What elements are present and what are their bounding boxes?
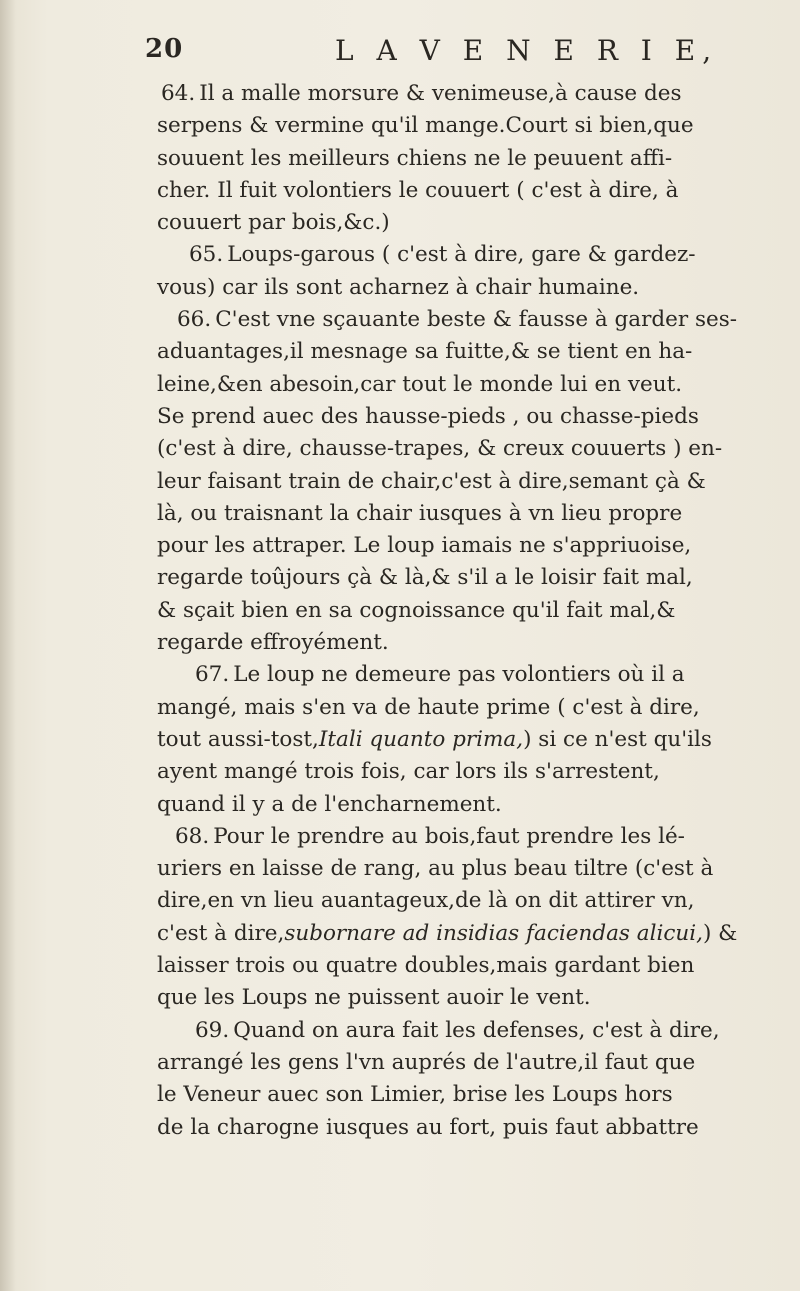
text-line: serpens & vermine qu'il mange.Court si bien,que bbox=[157, 113, 694, 139]
text-line: regarde effroyément. bbox=[157, 630, 389, 656]
paragraph-64 bbox=[157, 78, 694, 239]
body-text bbox=[157, 78, 738, 1144]
latin-gloss: subornare ad insidias faciendas alicui, bbox=[284, 920, 703, 946]
line-text: Il a malle morsure & venimeuse,à cause des bbox=[199, 81, 682, 106]
text-line: souuent les meilleurs chiens ne le peuuent affi- bbox=[157, 145, 673, 171]
page-number: 20 bbox=[145, 34, 184, 64]
text-line: quand il y a de l'encharnement. bbox=[157, 791, 502, 817]
running-title: L A V E N E R I E, bbox=[335, 34, 719, 67]
text-line: aduantages,il mesnage sa fuitte,& se tient en ha- bbox=[157, 339, 693, 365]
paragraph-66 bbox=[157, 304, 738, 659]
text-line: arrangé les gens l'vn auprés de l'autre,il faut que bbox=[157, 1049, 696, 1075]
text-line bbox=[157, 659, 685, 691]
text-line: vous) car ils sont acharnez à chair humaine. bbox=[157, 274, 640, 300]
paragraph-number: 66. bbox=[177, 307, 212, 333]
paragraph-number: 68. bbox=[175, 823, 210, 849]
paragraph-69 bbox=[157, 1015, 720, 1144]
text-line: que les Loups ne puissent auoir le vent. bbox=[157, 985, 591, 1011]
paragraph-67 bbox=[157, 659, 712, 820]
text-line bbox=[157, 821, 685, 853]
binding-shadow bbox=[0, 0, 16, 1291]
text-line bbox=[157, 239, 696, 271]
line-text: C'est vne sçauante beste & fausse à garder ses- bbox=[215, 307, 738, 333]
line-text: Loups-garous ( c'est à dire, gare & gardez- bbox=[227, 242, 696, 268]
text-line: dire,en vn lieu auantageux,de là on dit attirer vn, bbox=[157, 888, 695, 914]
text-line bbox=[157, 78, 682, 110]
paragraph-68 bbox=[157, 821, 738, 1015]
line-text: Pour le prendre au bois,faut prendre les lé- bbox=[213, 823, 685, 849]
latin-gloss: Itali quanto prima, bbox=[318, 726, 524, 752]
text-line: uriers en laisse de rang, au plus beau tiltre (c'est à bbox=[157, 856, 714, 882]
text-line: couuert par bois,&c.) bbox=[157, 210, 390, 236]
paragraph-number: 67. bbox=[195, 662, 230, 688]
line-text: c'est à dire, bbox=[157, 920, 285, 946]
line-text: ) & bbox=[702, 920, 738, 946]
text-line: laisser trois ou quatre doubles,mais gardant bien bbox=[157, 953, 695, 979]
text-line: (c'est à dire, chausse-trapes, & creux couuerts ) en- bbox=[157, 436, 723, 462]
paragraph-number: 64. bbox=[161, 81, 196, 106]
text-line bbox=[157, 724, 712, 756]
paragraph-65 bbox=[157, 239, 696, 304]
text-line: pour les attraper. Le loup iamais ne s'appriuoise, bbox=[157, 533, 692, 559]
text-line: de la charogne iusques au fort, puis faut abbattre bbox=[157, 1114, 699, 1140]
text-line bbox=[157, 1015, 720, 1047]
text-line: mangé, mais s'en va de haute prime ( c'est à dire, bbox=[157, 694, 700, 720]
text-line: leur faisant train de chair,c'est à dire,semant çà & bbox=[157, 468, 706, 494]
text-line: là, ou traisnant la chair iusques à vn lieu propre bbox=[157, 500, 683, 526]
text-line: regarde toûjours çà & là,& s'il a le loisir fait mal, bbox=[157, 565, 693, 591]
text-line: cher. Il fuit volontiers le couuert ( c'est à dire, à bbox=[157, 177, 679, 203]
text-line: ayent mangé trois fois, car lors ils s'arrestent, bbox=[157, 759, 660, 785]
line-text: tout aussi-tost, bbox=[157, 726, 319, 752]
line-text: ) si ce n'est qu'ils bbox=[523, 726, 712, 752]
text-line bbox=[157, 304, 738, 336]
page-header bbox=[145, 34, 719, 74]
text-line: Se prend auec des hausse-pieds , ou chasse-pieds bbox=[157, 403, 699, 429]
text-line bbox=[157, 918, 738, 950]
paragraph-number: 65. bbox=[189, 242, 224, 268]
text-line: & sçait bien en sa cognoissance qu'il fait mal,& bbox=[157, 597, 676, 623]
text-line: le Veneur auec son Limier, brise les Loups hors bbox=[157, 1082, 673, 1108]
paragraph-number: 69. bbox=[195, 1017, 230, 1043]
text-line: leine,&en abesoin,car tout le monde lui en veut. bbox=[157, 371, 683, 397]
line-text: Quand on aura fait les defenses, c'est à dire, bbox=[233, 1017, 720, 1043]
line-text: Le loup ne demeure pas volontiers où il a bbox=[233, 662, 685, 688]
